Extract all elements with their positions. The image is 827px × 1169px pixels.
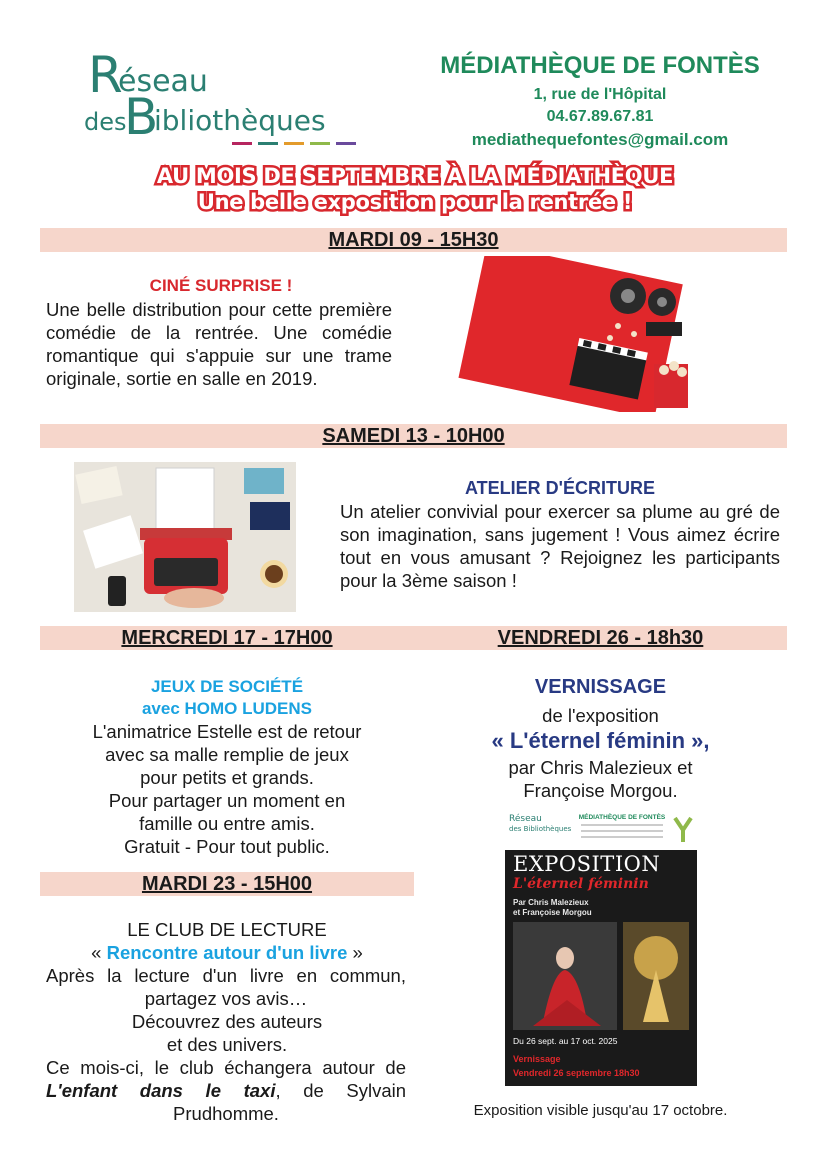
logo-letter-b: B bbox=[124, 88, 159, 146]
poster-mini-title: MÉDIATHÈQUE DE FONTÈS bbox=[578, 814, 666, 821]
club-subtitle bbox=[40, 941, 414, 964]
library-phone: 04.67.89.67.81 bbox=[546, 108, 654, 125]
quote-close: » bbox=[352, 942, 363, 963]
reseau-bibliotheques-logo bbox=[82, 40, 370, 160]
logo-text-eseau: éseau bbox=[118, 64, 208, 99]
vernissage-line-3: Françoise Morgou. bbox=[523, 780, 678, 801]
poster-vernissage-date: Vendredi 26 septembre 18h30 bbox=[513, 1068, 640, 1078]
poster-mini-line bbox=[581, 830, 663, 832]
date-cine: MARDI 09 - 15H30 bbox=[328, 229, 499, 251]
date-club: MARDI 23 - 15H00 bbox=[141, 873, 313, 895]
logo-letter-r: R bbox=[88, 46, 123, 104]
club-para-2-end: , de Sylvain Prudhomme. bbox=[173, 1080, 407, 1124]
logo-text-des: des bbox=[84, 108, 127, 136]
club-quote: Rencontre autour d'un livre bbox=[106, 942, 348, 963]
jeux-title: JEUX DE SOCIÉTÉ bbox=[150, 677, 304, 696]
jeux-subtitle: avec HOMO LUDENS bbox=[141, 699, 313, 718]
club-para-2-start: Ce mois-ci, le club échangera autour de bbox=[46, 1057, 406, 1078]
jeux-line: famille ou entre amis. bbox=[139, 813, 315, 834]
cine-description: Une belle distribution pour cette première comédie de la rentrée. Une comédie romantique qui s'appuie sur une trame originale, sortie en salle en 2019. bbox=[46, 299, 392, 389]
jeux-description bbox=[40, 720, 414, 858]
poster-dates: Du 26 sept. au 17 oct. 2025 bbox=[513, 1036, 618, 1046]
date-vernissage-wrap bbox=[414, 626, 787, 650]
poster-vernissage-label: Vernissage bbox=[513, 1054, 561, 1064]
club-book-title: L'enfant dans le taxi bbox=[46, 1080, 276, 1101]
exhibition-poster bbox=[505, 810, 697, 1086]
date-jeux: MERCREDI 17 - 17H00 bbox=[121, 627, 333, 649]
atelier-description: Un atelier convivial pour exercer sa plume au gré de son imagination, sans jugement ! Vous aimez écrire tout en vous amusant ? Rejoignez les participants pour la 3ème saison ! bbox=[340, 501, 780, 591]
date-atelier: SAMEDI 13 - 10H00 bbox=[322, 425, 505, 447]
library-name: MÉDIATHÈQUE DE FONTÈS bbox=[440, 52, 760, 79]
jeux-line: pour petits et grands. bbox=[140, 767, 314, 788]
poster-mini-line bbox=[581, 824, 663, 826]
cine-title: CINÉ SURPRISE ! bbox=[149, 276, 293, 295]
cinema-image bbox=[450, 256, 690, 412]
club-line-b: et des univers. bbox=[166, 1034, 288, 1055]
vernissage-line-2: par Chris Malezieux et bbox=[508, 757, 693, 778]
quote-open: « bbox=[91, 942, 102, 963]
poster-paintings bbox=[513, 922, 693, 1032]
vernissage-expo-name: « L'éternel féminin », bbox=[491, 728, 710, 753]
logo-dash bbox=[336, 142, 356, 145]
jeux-line: avec sa malle remplie de jeux bbox=[105, 744, 349, 765]
logo-text-ibliotheques: ibliothèques bbox=[154, 104, 326, 137]
jeux-line: L'animatrice Estelle est de retour bbox=[92, 721, 362, 742]
logo-dash bbox=[310, 142, 330, 145]
poster-logo-line: des Bibliothèques bbox=[509, 825, 572, 833]
club-line-a: Découvrez des auteurs bbox=[131, 1011, 323, 1032]
poster-heading: EXPOSITION bbox=[513, 852, 661, 876]
poster-mini-line bbox=[581, 836, 663, 838]
poster-partner-logo bbox=[673, 816, 693, 844]
club-para-1: Après la lecture d'un livre en commun, partagez vos avis… bbox=[46, 965, 406, 1009]
poster-artist-line: et Françoise Morgou bbox=[513, 908, 592, 917]
poster-subheading: L'éternel féminin bbox=[513, 876, 649, 892]
banner-line-1: AU MOIS DE SEPTEMBRE À LA MÉDIATHÈQUE bbox=[156, 164, 674, 188]
atelier-title: ATELIER D'ÉCRITURE bbox=[465, 478, 655, 498]
poster-logo-line: Réseau bbox=[509, 814, 542, 824]
jeux-line: Gratuit - Pour tout public. bbox=[124, 836, 330, 857]
poster-logo bbox=[509, 814, 573, 834]
logo-dash bbox=[258, 142, 278, 145]
date-bar-club bbox=[40, 872, 414, 896]
date-jeux-wrap bbox=[40, 626, 414, 650]
poster-artist-line: Par Chris Malezieux bbox=[513, 898, 589, 907]
library-address: 1, rue de l'Hôpital bbox=[533, 86, 667, 103]
logo-dash bbox=[284, 142, 304, 145]
poster-header bbox=[505, 810, 697, 850]
date-vernissage: VENDREDI 26 - 18h30 bbox=[497, 627, 704, 649]
typewriter-image bbox=[74, 462, 296, 612]
club-title: LE CLUB DE LECTURE bbox=[127, 919, 327, 940]
library-email: mediathequefontes@gmail.com bbox=[471, 130, 729, 149]
date-bar-cine bbox=[40, 228, 787, 252]
exhibition-caption: Exposition visible jusqu'au 17 octobre. bbox=[473, 1102, 728, 1119]
vernissage-line-1: de l'exposition bbox=[542, 705, 659, 726]
logo-color-dashes bbox=[232, 142, 356, 145]
jeux-line: Pour partager un moment en bbox=[108, 790, 346, 811]
vernissage-title: VERNISSAGE bbox=[534, 676, 667, 698]
logo-dash bbox=[232, 142, 252, 145]
poster-artists bbox=[513, 898, 613, 918]
club-para-2 bbox=[46, 1056, 406, 1125]
date-bar-atelier bbox=[40, 424, 787, 448]
banner-line-2: Une belle exposition pour la rentrée ! bbox=[197, 190, 633, 214]
